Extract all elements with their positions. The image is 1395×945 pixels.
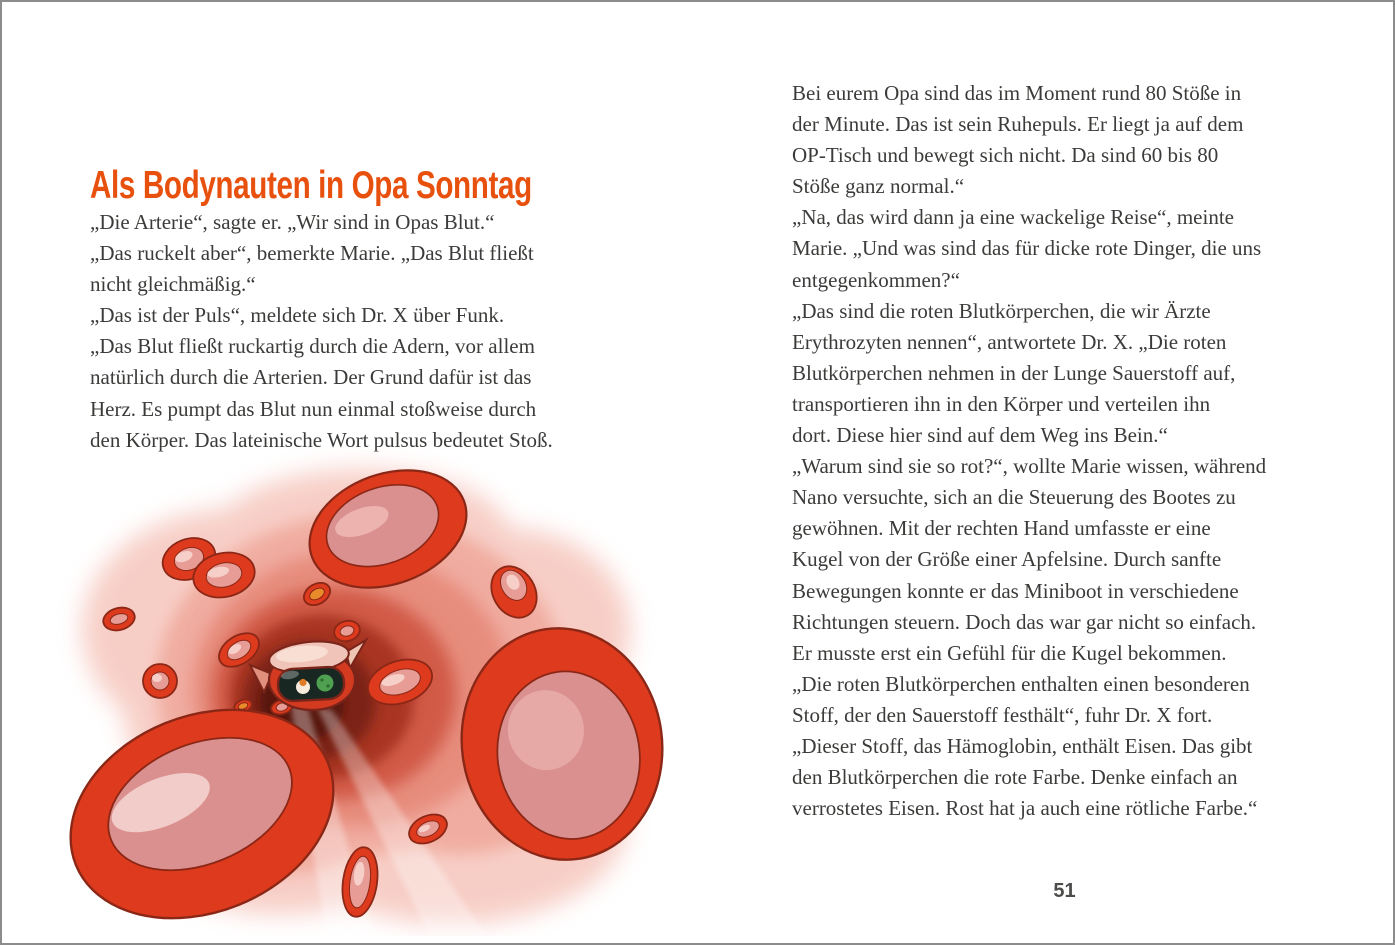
blood-cell [143, 664, 177, 698]
text-line: Richtungen steuern. Doch das war gar nicht so einfach. [792, 609, 1257, 634]
text-line: Nano versuchte, sich an die Steuerung des Bootes zu [792, 485, 1236, 510]
text-line: „Na, das wird dann ja eine wackelige Reise“, meinte [792, 205, 1234, 230]
text-line: „Die roten Blutkörperchen enthalten einen besonderen [792, 671, 1250, 696]
text-line: Bei eurem Opa sind das im Moment rund 80 Stöße in [792, 81, 1242, 105]
text-line: „Die Arterie“, sagte er. „Wir sind in Opas Blut.“ [90, 210, 495, 234]
figure-green-companion [317, 675, 334, 692]
text-line: nicht gleichmäßig.“ [90, 272, 256, 297]
text-line: Stöße ganz normal.“ [792, 174, 965, 199]
text-line: gewöhnen. Mit der rechten Hand umfasste er eine [792, 516, 1211, 541]
text-line: „Das Blut fließt ruckartig durch die Adern, vor allem [90, 334, 535, 359]
text-line: verrostetes Eisen. Rost hat ja auch eine rötliche Farbe.“ [792, 796, 1258, 821]
text-line: Stoff, der den Sauerstoff festhält“, fuhr Dr. X fort. [792, 702, 1213, 727]
text-line: „Warum sind sie so rot?“, wollte Marie wissen, während [792, 454, 1267, 479]
text-line: den Blutkörperchen die rote Farbe. Denke einfach an [792, 765, 1238, 790]
blood-cells-illustration [32, 444, 722, 936]
text-line: „Das ist der Puls“, meldete sich Dr. X über Funk. [90, 303, 505, 328]
text-line: Er musste erst ein Gefühl für die Kugel bekommen. [792, 640, 1227, 665]
left-page-text [90, 207, 640, 456]
text-line: dort. Diese hier sind auf dem Weg ins Bein.“ [792, 423, 1168, 448]
text-line: transportieren ihn in den Körper und verteilen ihn [792, 391, 1211, 416]
text-line: Bewegungen konnte er das Miniboot in verschiedene [792, 578, 1239, 603]
right-page-text [792, 78, 1337, 824]
text-line: Erythrozyten nennen“, antwortete Dr. X. „Die roten [792, 329, 1227, 354]
text-line: „Das ruckelt aber“, bemerkte Marie. „Das Blut fließt [90, 241, 534, 266]
text-line: der Minute. Das ist sein Ruhepuls. Er liegt ja auf dem [792, 112, 1244, 137]
text-line: Blutkörperchen nehmen in der Lunge Sauerstoff auf, [792, 360, 1236, 385]
text-line: den Körper. Das lateinische Wort pulsus bedeutet Stoß. [90, 427, 553, 452]
page-number: 51 [1053, 880, 1076, 902]
text-line: Marie. „Und was sind das für dicke rote Dinger, die uns [792, 236, 1262, 261]
text-line: entgegenkommen?“ [792, 267, 960, 292]
text-line: Herz. Es pumpt das Blut nun einmal stoßweise durch [90, 396, 537, 421]
text-line: OP-Tisch und bewegt sich nicht. Da sind 60 bis 80 [792, 143, 1219, 168]
text-line: Kugel von der Größe einer Apfelsine. Durch sanfte [792, 547, 1222, 572]
text-line: natürlich durch die Arterien. Der Grund dafür ist das [90, 365, 532, 390]
chapter-heading: Als Bodynauten in Opa Sonntag [90, 164, 532, 208]
text-line: „Das sind die roten Blutkörperchen, die wir Ärzte [792, 298, 1211, 323]
text-line: „Dieser Stoff, das Hämoglobin, enthält Eisen. Das gibt [792, 733, 1253, 758]
